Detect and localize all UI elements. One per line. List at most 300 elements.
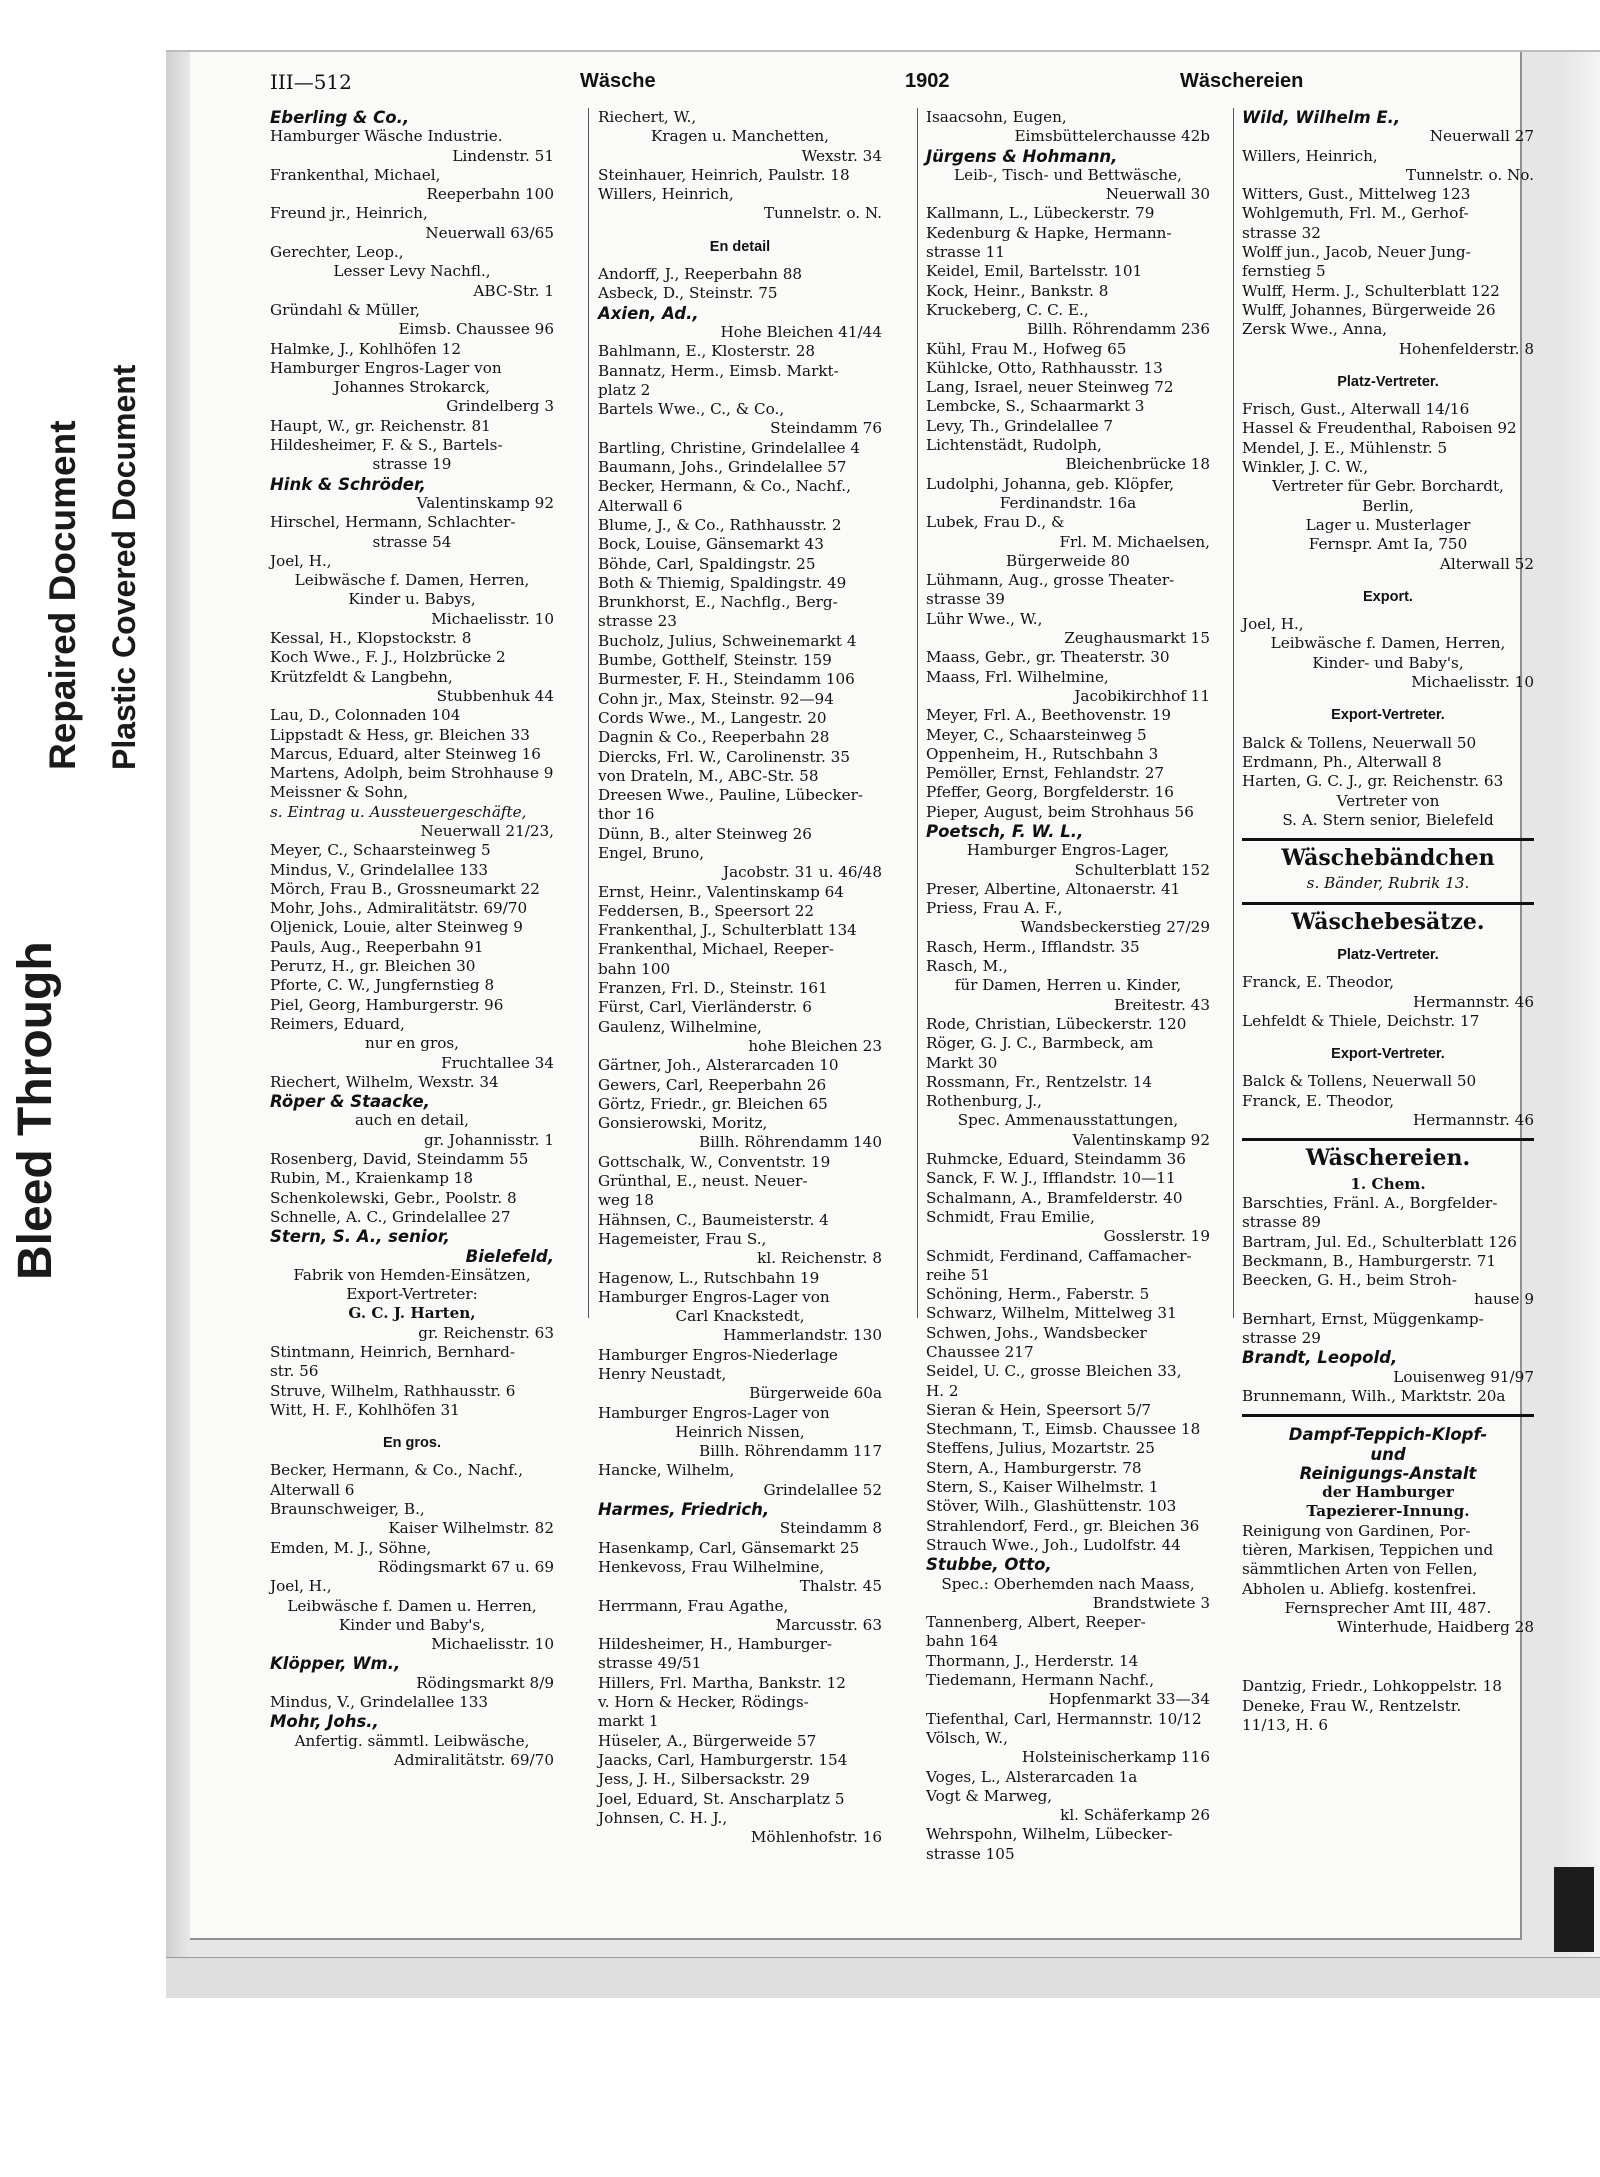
directory-entry-line: Isaacsohn, Eugen, [926,108,1067,126]
directory-entry-line: Willers, Heinrich, [1242,146,1378,165]
black-edge-tab [1554,1867,1594,1952]
directory-entry-line: S. A. Stern senior, Bielefeld [1282,810,1494,829]
section-rule [1242,838,1534,841]
directory-entry-line: Hasenkamp, Carl, Gänsemarkt 25 [598,1538,860,1557]
directory-entry-line: Feddersen, B., Speersort 22 [598,901,815,920]
directory-entry-line: Reimers, Eduard, [270,1014,405,1033]
directory-entry-line: Rubin, M., Kraienkamp 18 [270,1169,474,1188]
directory-entry-line: Sanck, F. W. J., Ifflandstr. 10—11 [926,1169,1176,1188]
directory-entry-line: Strahlendorf, Ferd., gr. Bleichen 36 [926,1516,1200,1535]
subsection-heading: Export. [1363,588,1413,605]
directory-entry-line: strasse 11 [926,243,1005,262]
directory-entry-line: Freund jr., Heinrich, [270,204,428,223]
directory-entry-line: Schalmann, A., Bramfelderstr. 40 [926,1188,1183,1207]
directory-entry-line: Alterwall 52 [1439,554,1534,573]
directory-entry-line: s. Bänder, Rubrik 13. [1306,874,1470,893]
directory-column-1 [270,108,554,1770]
directory-entry-line: Mindus, V., Grindelallee 133 [270,860,489,879]
directory-entry-line: ABC-Str. 1 [473,281,554,300]
directory-entry-line: Preser, Albertine, Altonaerstr. 41 [926,879,1181,898]
directory-entry-line: s. Eintrag u. Aussteuergeschäfte, [270,802,527,821]
directory-entry-line: Braunschweiger, B., [270,1500,425,1519]
directory-entry-line: bahn 164 [926,1632,999,1651]
directory-entry-line: Martens, Adolph, beim Strohhause 9 [270,764,554,783]
directory-entry-line: Lubek, Frau D., & [926,513,1065,532]
tag-plastic-covered: Plastic Covered Document [106,364,142,770]
directory-entry-line: Bartling, Christine, Grindelallee 4 [598,438,860,457]
directory-entry-line: Fernsprecher Amt III, 487. [1284,1598,1492,1617]
subsection-heading: En detail [709,238,771,255]
column-divider [588,108,589,1318]
directory-entry-line: Gaulenz, Wilhelmine, [598,1017,762,1036]
directory-entry-line: Deneke, Frau W., Rentzelstr. [1242,1696,1462,1715]
directory-entry-line: Lindenstr. 51 [452,146,554,165]
directory-entry-line: Hamburger Engros-Lager von [598,1287,830,1306]
directory-entry-line: Dantzig, Friedr., Lohkoppelstr. 18 [1242,1677,1502,1696]
directory-entry-line: Leib-, Tisch- und Bettwäsche, [954,165,1182,184]
directory-entry-line: Röger, G. J. C., Barmbeck, am [926,1034,1154,1053]
directory-entry-line: Diercks, Frl. W., Carolinenstr. 35 [598,747,850,766]
directory-entry-line: Vogt & Marweg, [926,1786,1053,1805]
directory-entry-line: Kallmann, L., Lübeckerstr. 79 [926,204,1155,223]
directory-entry-line: Oljenick, Louie, alter Steinweg 9 [270,918,523,937]
directory-entry-line: Joel, Eduard, St. Anscharplatz 5 [598,1789,845,1808]
subsection-heading: Platz-Vertreter. [1337,373,1439,390]
directory-entry-line: kl. Reichenstr. 8 [757,1249,882,1268]
directory-entry-line: Görtz, Friedr., gr. Bleichen 65 [598,1094,828,1113]
directory-entry-line: sämmtlichen Arten von Fellen, [1242,1560,1478,1579]
directory-entry-line: Frankenthal, J., Schulterblatt 134 [598,921,857,940]
firm-name-heading: Eberling & Co., [270,108,410,127]
directory-entry-line: Völsch, W., [926,1728,1008,1747]
directory-entry-line: Kock, Heinr., Bankstr. 8 [926,281,1109,300]
bottom-scan-strip [166,1957,1600,1998]
directory-entry-line: Steinhauer, Heinrich, Paulstr. 18 [598,165,850,184]
directory-entry-line: Hammerlandstr. 130 [723,1326,882,1345]
directory-entry-line: Lembcke, S., Schaarmarkt 3 [926,397,1145,416]
directory-entry-line: Fernspr. Amt Ia, 750 [1308,535,1468,554]
directory-entry-line: Pfeffer, Georg, Borgfelderstr. 16 [926,783,1174,802]
directory-entry-line: Stintmann, Heinrich, Bernhard- [270,1343,515,1361]
directory-entry-line: Billh. Röhrendamm 140 [699,1133,882,1152]
directory-entry-line: Bumbe, Gotthelf, Steinstr. 159 [598,651,832,670]
directory-entry-line: Breitestr. 43 [1114,995,1210,1014]
directory-entry-line: Meyer, Frl. A., Beethovenstr. 19 [926,706,1172,725]
directory-entry-line: Keidel, Emil, Bartelsstr. 101 [926,262,1143,281]
directory-entry-line: v. Horn & Hecker, Rödings- [598,1693,809,1712]
directory-entry-line: Frankenthal, Michael, [270,165,441,184]
directory-entry-line: Franck, E. Theodor, [1242,973,1395,992]
left-page-shadow [166,52,190,1998]
directory-entry-line: Tannenberg, Albert, Reeper- [926,1613,1146,1632]
directory-entry-line: Bucholz, Julius, Schweinemarkt 4 [598,631,857,650]
directory-entry-line: Michaelisstr. 10 [431,1635,554,1654]
directory-entry-line: Meyer, C., Schaarsteinweg 5 [270,841,491,860]
directory-entry-line: Gottschalk, W., Conventstr. 19 [598,1152,831,1171]
tag-repaired-document: Repaired Document [42,420,83,770]
directory-entry-line: strasse 19 [372,455,452,474]
directory-entry-line: auch en detail, [355,1111,469,1130]
directory-entry-line: Michaelisstr. 10 [431,609,554,628]
directory-entry-line: Maass, Frl. Wilhelmine, [926,667,1109,686]
directory-entry-line: Becker, Hermann, & Co., Nachf., [598,477,851,496]
directory-entry-line: Schwarz, Wilhelm, Mittelweg 31 [926,1304,1177,1323]
directory-entry-line: Hagenow, L., Rutschbahn 19 [598,1268,820,1287]
directory-entry-line: Hamburger Engros-Lager von [270,358,502,377]
directory-entry-line: strasse 32 [1242,223,1321,242]
directory-entry-line: Brunnemann, Wilh., Marktstr. 20a [1242,1386,1506,1405]
directory-entry-line: Neuerwall 21/23, [420,821,554,840]
directory-entry-line: Bahlmann, E., Klosterstr. 28 [598,342,816,361]
directory-entry-line: Harten, G. C. J., gr. Reichenstr. 63 [1242,772,1504,791]
directory-entry-line: Witt, H. F., Kohlhöfen 31 [270,1400,460,1419]
directory-entry-line: Steindamm 8 [779,1519,882,1538]
directory-entry-line: Böhde, Carl, Spaldingstr. 25 [598,554,816,573]
directory-entry-line: Zersk Wwe., Anna, [1242,320,1388,339]
directory-entry-line: Leibwäsche f. Damen u. Herren, [287,1596,537,1615]
directory-entry-line: Kaiser Wilhelmstr. 82 [388,1519,554,1538]
directory-entry-line: Wohlgemuth, Frl. M., Gerhof- [1242,204,1469,223]
directory-entry-line: Leibwäsche f. Damen, Herren, [1270,634,1506,653]
directory-entry-line: Koch Wwe., F. J., Holzbrücke 2 [270,648,506,667]
directory-column-2 [598,108,882,1847]
directory-entry-line: Tapezierer-Innung. [1306,1502,1470,1521]
directory-entry-line: Lühmann, Aug., grosse Theater- [926,571,1175,590]
directory-entry-line: Lichtenstädt, Rudolph, [926,436,1102,455]
directory-entry-line: Rossmann, Fr., Rentzelstr. 14 [926,1072,1153,1091]
directory-entry-line: Meissner & Sohn, [270,783,409,802]
firm-name-heading: Poetsch, F. W. L., [926,821,1084,841]
directory-entry-line: Pemöller, Ernst, Fehlandstr. 27 [926,764,1165,783]
directory-entry-line: thor 16 [598,805,655,824]
page-header [190,70,1520,100]
directory-entry-line: Neuerwall 30 [1105,185,1210,204]
directory-entry-line: Hirschel, Hermann, Schlachter- [270,513,516,532]
firm-name-heading: Bielefeld, [465,1246,554,1266]
directory-entry-line: platz 2 [598,380,651,399]
directory-entry-line: Lühr Wwe., W., [926,609,1043,628]
firm-name-heading: Mohr, Johs., [270,1712,379,1732]
directory-entry-line: Bleichenbrücke 18 [1065,455,1210,474]
directory-entry-line: Piel, Georg, Hamburgerstr. 96 [270,995,504,1014]
annotation-tags [0,280,160,1340]
directory-entry-line: Wehrspohn, Wilhelm, Lübecker- [926,1825,1173,1844]
directory-entry-line: Bernhart, Ernst, Müggenkamp- [1242,1309,1484,1328]
directory-entry-line: Lang, Israel, neuer Steinweg 72 [926,378,1174,397]
directory-entry-line: Lehfeldt & Thiele, Deichstr. 17 [1242,1011,1480,1030]
directory-entry-line: Kinder u. Babys, [348,590,476,609]
directory-entry-line: Tiedemann, Hermann Nachf., [926,1671,1155,1690]
directory-entry-line: Stern, A., Hamburgerstr. 78 [926,1458,1142,1477]
directory-entry-line: Franck, E. Theodor, [1242,1091,1395,1110]
directory-column-4 [1242,108,1534,1735]
directory-entry-line: Alterwall 6 [598,496,683,515]
column-divider [917,108,918,1318]
directory-entry-line: Bartram, Jul. Ed., Schulterblatt 126 [1242,1232,1517,1251]
directory-entry-line: Gosslerstr. 19 [1103,1227,1210,1246]
directory-entry-line: Reinigung von Gardinen, Por- [1242,1521,1471,1540]
directory-entry-line: Carl Knackstedt, [675,1307,805,1326]
directory-entry-line: Louisenweg 91/97 [1393,1367,1534,1386]
category-title: Wäschebesätze. [1291,908,1485,935]
directory-entry-line: Engel, Bruno, [598,843,705,862]
directory-entry-line: Willers, Heinrich, [598,185,734,204]
directory-entry-line: hohe Bleichen 23 [748,1036,882,1055]
directory-entry-line: strasse 54 [372,532,452,551]
directory-entry-line: Spec. Ammenausstattungen, [957,1111,1179,1130]
directory-entry-line: tièren, Markisen, Teppichen und [1242,1541,1494,1559]
directory-entry-line: Hancke, Wilhelm, [598,1461,735,1480]
directory-entry-line: Lau, D., Colonnaden 104 [270,706,461,725]
directory-entry-line: Pieper, August, beim Strohhaus 56 [926,802,1194,821]
directory-entry-line: Neuerwall 27 [1429,127,1534,146]
directory-entry-line: Bock, Louise, Gänsemarkt 43 [598,535,824,554]
directory-entry-line: Priess, Frau A. F., [926,899,1063,918]
directory-entry-line: Voges, L., Alsterarcaden 1a [926,1767,1138,1786]
directory-entry-line: Schenkolewski, Gebr., Poolstr. 8 [270,1188,517,1207]
directory-entry-line: Rasch, M., [926,957,1008,976]
directory-entry-line: strasse 39 [926,590,1005,609]
directory-entry-line: Joel, H., [1242,615,1304,634]
directory-entry-line: Hamburger Engros-Lager von [598,1403,830,1422]
directory-entry-line: Hohe Bleichen 41/44 [720,322,882,341]
directory-entry-line: Wulff, Johannes, Bürgerweide 26 [1242,300,1496,319]
directory-entry-line: Lager u. Musterlager [1305,515,1471,534]
directory-entry-line: Stern, S., Kaiser Wilhelmstr. 1 [926,1478,1159,1497]
directory-entry-line: Franzen, Frl. D., Steinstr. 161 [598,979,828,998]
directory-entry-line: Ferdinandstr. 16a [999,493,1137,512]
directory-entry-line: Spec.: Oberhemden nach Maass, [941,1574,1195,1593]
directory-entry-line: Asbeck, D., Steinstr. 75 [598,284,778,303]
firm-name-heading: Stern, S. A., senior, [270,1227,450,1247]
directory-entry-line: Lippstadt & Hess, gr. Bleichen 33 [270,725,530,744]
directory-entry-line: Oppenheim, H., Rutschbahn 3 [926,744,1159,763]
directory-entry-line: Tiefenthal, Carl, Hermannstr. 10/12 [926,1709,1202,1728]
directory-entry-line: Baumann, Johs., Grindelallee 57 [598,458,847,477]
directory-entry-line: Anfertig. sämmtl. Leibwäsche, [294,1731,530,1750]
directory-entry-line: Strauch Wwe., Joh., Ludolfstr. 44 [926,1535,1181,1554]
directory-entry-line: Billh. Röhrendamm 117 [699,1442,882,1461]
directory-entry-line: Cohn jr., Max, Steinstr. 92—94 [598,689,834,708]
directory-entry-line: Dagnin & Co., Reeperbahn 28 [598,728,830,747]
directory-entry-line: Henkevoss, Frau Wilhelmine, [598,1557,825,1576]
year-heading: 1902 [905,70,950,92]
directory-entry-line: Grindelallee 52 [763,1480,882,1499]
directory-entry-line: Schulterblatt 152 [1074,860,1210,879]
directory-column-3 [926,108,1210,1864]
directory-entry-line: Henry Neustadt, [598,1365,727,1383]
directory-entry-line: Hillers, Frl. Martha, Bankstr. 12 [598,1673,846,1692]
section-rule [1242,1414,1534,1417]
directory-entry-line: Hildesheimer, H., Hamburger- [598,1635,833,1654]
directory-entry-line: Sieran & Hein, Speersort 5/7 [926,1400,1151,1419]
directory-entry-line: reihe 51 [926,1265,991,1284]
directory-entry-line: Hermannstr. 46 [1413,992,1534,1011]
directory-entry-line: Beckmann, B., Hamburgerstr. 71 [1242,1251,1497,1270]
directory-entry-line: Kinder und Baby's, [338,1615,486,1634]
directory-entry-line: Frl. M. Michaelsen, [1059,532,1210,551]
directory-entry-line: markt 1 [598,1712,659,1731]
firm-name-heading: Axien, Ad., [598,303,699,323]
directory-entry-line: Export-Vertreter: [346,1285,478,1304]
directory-entry-line: Witters, Gust., Mittelweg 123 [1242,185,1471,204]
directory-entry-line: str. 56 [270,1362,319,1381]
section-rule [1242,902,1534,905]
directory-entry-line: Hermannstr. 46 [1413,1111,1534,1130]
directory-entry-line: Mendel, J. E., Mühlenstr. 5 [1242,438,1448,457]
directory-entry-line: Tunnelstr. o. N. [763,204,882,223]
directory-entry-line: Emden, M. J., Söhne, [270,1538,432,1557]
directory-entry-line: Stöver, Wilh., Glashüttenstr. 103 [926,1497,1177,1516]
directory-entry-line: Wexstr. 34 [801,146,882,165]
directory-entry-line: Joel, H., [270,1577,332,1596]
directory-entry-line: Chaussee 217 [926,1343,1034,1361]
directory-entry-line: Kühlcke, Otto, Rathhausstr. 13 [926,358,1163,377]
directory-entry-line: Johnsen, C. H. J., [598,1808,728,1827]
directory-entry-line: Hüseler, A., Bürgerweide 57 [598,1731,817,1750]
directory-entry-line: Hähnsen, C., Baumeisterstr. 4 [598,1210,829,1229]
directory-entry-line: Schmidt, Ferdinand, Caffamacher- [926,1246,1192,1265]
directory-entry-line: Pforte, C. W., Jungfernstieg 8 [270,976,495,995]
directory-entry-line: gr. Reichenstr. 63 [418,1323,554,1342]
directory-entry-line: Steffens, Julius, Mozartstr. 25 [926,1439,1155,1458]
firm-name-heading: Hink & Schröder, [270,474,426,494]
directory-entry-line: Krützfeldt & Langbehn, [270,667,453,686]
directory-entry-line: strasse 29 [1242,1329,1321,1348]
directory-entry-line: Hagemeister, Frau S., [598,1229,767,1248]
firm-name-heading: Dampf-Teppich-Klopf- [1288,1425,1488,1445]
directory-entry-line: Rode, Christian, Lübeckerstr. 120 [926,1014,1187,1033]
directory-entry-line: Levy, Th., Grindelallee 7 [926,416,1114,435]
directory-entry-line: kl. Schäferkamp 26 [1060,1806,1210,1825]
directory-entry-line: H. 2 [926,1381,959,1400]
directory-entry-line: strasse 23 [598,612,677,631]
directory-entry-line: Blume, J., & Co., Rathhausstr. 2 [598,515,842,534]
directory-entry-line: Valentinskamp 92 [416,493,554,512]
directory-entry-line: Möhlenhofstr. 16 [750,1828,882,1847]
directory-entry-line: nur en gros, [365,1034,459,1053]
spacer [1242,1637,1534,1677]
directory-entry-line: Marcus, Eduard, alter Steinweg 16 [270,744,541,763]
directory-entry-line: Mindus, V., Grindelallee 133 [270,1693,489,1712]
directory-entry-line: Hamburger Engros-Lager, [966,841,1170,860]
directory-entry-line: Kinder- und Baby's, [1312,653,1464,672]
directory-entry-line: Valentinskamp 92 [1072,1130,1210,1149]
directory-entry-line: Schmidt, Frau Emilie, [926,1207,1095,1226]
directory-entry-line: Jacobikirchhof 11 [1074,686,1210,705]
scanned-page [166,50,1600,1998]
directory-entry-line: Haupt, W., gr. Reichenstr. 81 [270,416,491,435]
directory-entry-line: Halmke, J., Kohlhöfen 12 [270,339,461,358]
directory-entry-line: Gründahl & Müller, [270,300,420,319]
directory-entry-line: Dreesen Wwe., Pauline, Lübecker- [598,786,864,805]
directory-entry-line: Stechmann, T., Eimsb. Chaussee 18 [926,1420,1201,1439]
directory-entry-line: Thalstr. 45 [799,1577,882,1596]
directory-entry-line: Alterwall 6 [270,1480,355,1499]
directory-entry-line: Vertreter von [1336,791,1440,810]
directory-entry-line: Marcusstr. 63 [775,1615,882,1634]
directory-entry-line: Andorff, J., Reeperbahn 88 [598,265,803,284]
directory-page [190,52,1534,1940]
directory-entry-line: Steindamm 76 [770,419,882,438]
directory-entry-line: Kragen u. Manchetten, [651,127,829,146]
directory-entry-line: strasse 89 [1242,1213,1321,1232]
directory-entry-line: Grindelberg 3 [446,397,554,416]
subsection-heading: En gros. [382,1435,441,1452]
directory-entry-line: Zeughausmarkt 15 [1064,629,1210,648]
directory-entry-line: Reeperbahn 100 [426,185,554,204]
directory-entry-line: Fabrik von Hemden-Einsätzen, [293,1265,531,1284]
directory-entry-line: Winterhude, Haidberg 28 [1337,1618,1534,1637]
directory-entry-line: Bürgerweide 60a [749,1384,882,1403]
directory-entry-line: Stubbenhuk 44 [436,686,554,705]
subsection-heading: Export-Vertreter. [1331,707,1445,724]
directory-entry-line: fernstieg 5 [1242,262,1326,281]
directory-entry-line: Schöning, Herm., Faberstr. 5 [926,1285,1150,1304]
firm-name-heading: Klöpper, Wm., [270,1654,401,1674]
directory-entry-line: Wulff, Herm. J., Schulterblatt 122 [1242,281,1500,300]
directory-entry-line: Abholen u. Abliefg. kostenfrei. [1242,1579,1477,1598]
directory-entry-line: Cords Wwe., M., Langestr. 20 [598,708,827,727]
directory-entry-line: Bannatz, Herm., Eimsb. Markt- [598,361,839,380]
directory-entry-line: Wolff jun., Jacob, Neuer Jung- [1242,243,1471,262]
directory-entry-line: Mörch, Frau B., Grossneumarkt 22 [270,879,540,898]
directory-entry-line: Meyer, C., Schaarsteinweg 5 [926,725,1147,744]
directory-entry-line: Markt 30 [926,1053,998,1072]
directory-entry-line: Schnelle, A. C., Grindelallee 27 [270,1207,511,1226]
directory-entry-line: Peruтz, H., gr. Bleichen 30 [270,957,476,976]
directory-entry-line: Jess, J. H., Silbersackstr. 29 [598,1770,810,1789]
directory-entry-line: Herrmann, Frau Agathe, [598,1596,789,1615]
directory-entry-line: Wandsbeckerstieg 27/29 [1020,918,1210,937]
directory-entry-line: Both & Thiemig, Spaldingstr. 49 [598,573,847,592]
directory-entry-line: Grünthal, E., neust. Neuer- [598,1172,808,1191]
section-left-heading: Wäsche [580,70,656,92]
directory-entry-line: Gewers, Carl, Reeperbahn 26 [598,1075,827,1094]
directory-entry-line: Seidel, U. C., grosse Bleichen 33, [926,1362,1182,1381]
directory-entry-line: Hamburger Engros-Niederlage [598,1345,838,1364]
directory-entry-line: Billh. Röhrendamm 236 [1027,320,1210,339]
directory-entry-line: Rasch, Herm., Ifflandstr. 35 [926,937,1140,956]
firm-name-heading: Wild, Wilhelm E., [1242,108,1401,127]
directory-entry-line: Rosenberg, David, Steindamm 55 [270,1150,529,1169]
directory-entry-line: Neuerwall 63/65 [425,223,554,242]
directory-entry-line: Rödingsmarkt 67 u. 69 [377,1557,554,1576]
directory-entry-line: Mohr, Johs., Admiralitätstr. 69/70 [270,899,528,918]
directory-entry-line: Ruhmcke, Eduard, Steindamm 36 [926,1150,1186,1169]
directory-entry-line: Burmester, F. H., Steindamm 106 [598,670,855,689]
directory-entry-line: Balck & Tollens, Neuerwall 50 [1242,733,1477,752]
directory-entry-line: Schwen, Johs., Wandsbecker [926,1323,1147,1342]
directory-entry-line: G. C. J. Harten, [348,1304,476,1323]
section-right-heading: Wäschereien [1180,70,1304,92]
directory-entry-line: Winkler, J. C. W., [1242,458,1369,477]
directory-entry-line: Brandstwiete 3 [1092,1593,1210,1612]
directory-entry-line: Fruchtallee 34 [441,1053,554,1072]
tag-bleed-through: Bleed Through [9,941,62,1280]
directory-entry-line: Tunnelstr. o. No. [1406,165,1534,184]
directory-entry-line: Barschties, Fränl. A., Borgfelder- [1242,1193,1498,1212]
directory-entry-line: Struve, Wilhelm, Rathhausstr. 6 [270,1381,516,1400]
directory-entry-line: Kruckeberg, C. C. E., [926,300,1089,319]
directory-entry-line: Thormann, J., Herderstr. 14 [926,1651,1139,1670]
directory-entry-line: Leibwäsche f. Damen, Herren, [294,571,530,590]
directory-entry-line: Heinrich Nissen, [675,1422,805,1441]
directory-entry-line: von Drateln, M., ABC-Str. 58 [598,766,819,785]
directory-entry-line: Bürgerweide 80 [1006,551,1130,570]
directory-entry-line: bahn 100 [598,959,671,978]
directory-entry-line: Becker, Hermann, & Co., Nachf., [270,1461,523,1480]
